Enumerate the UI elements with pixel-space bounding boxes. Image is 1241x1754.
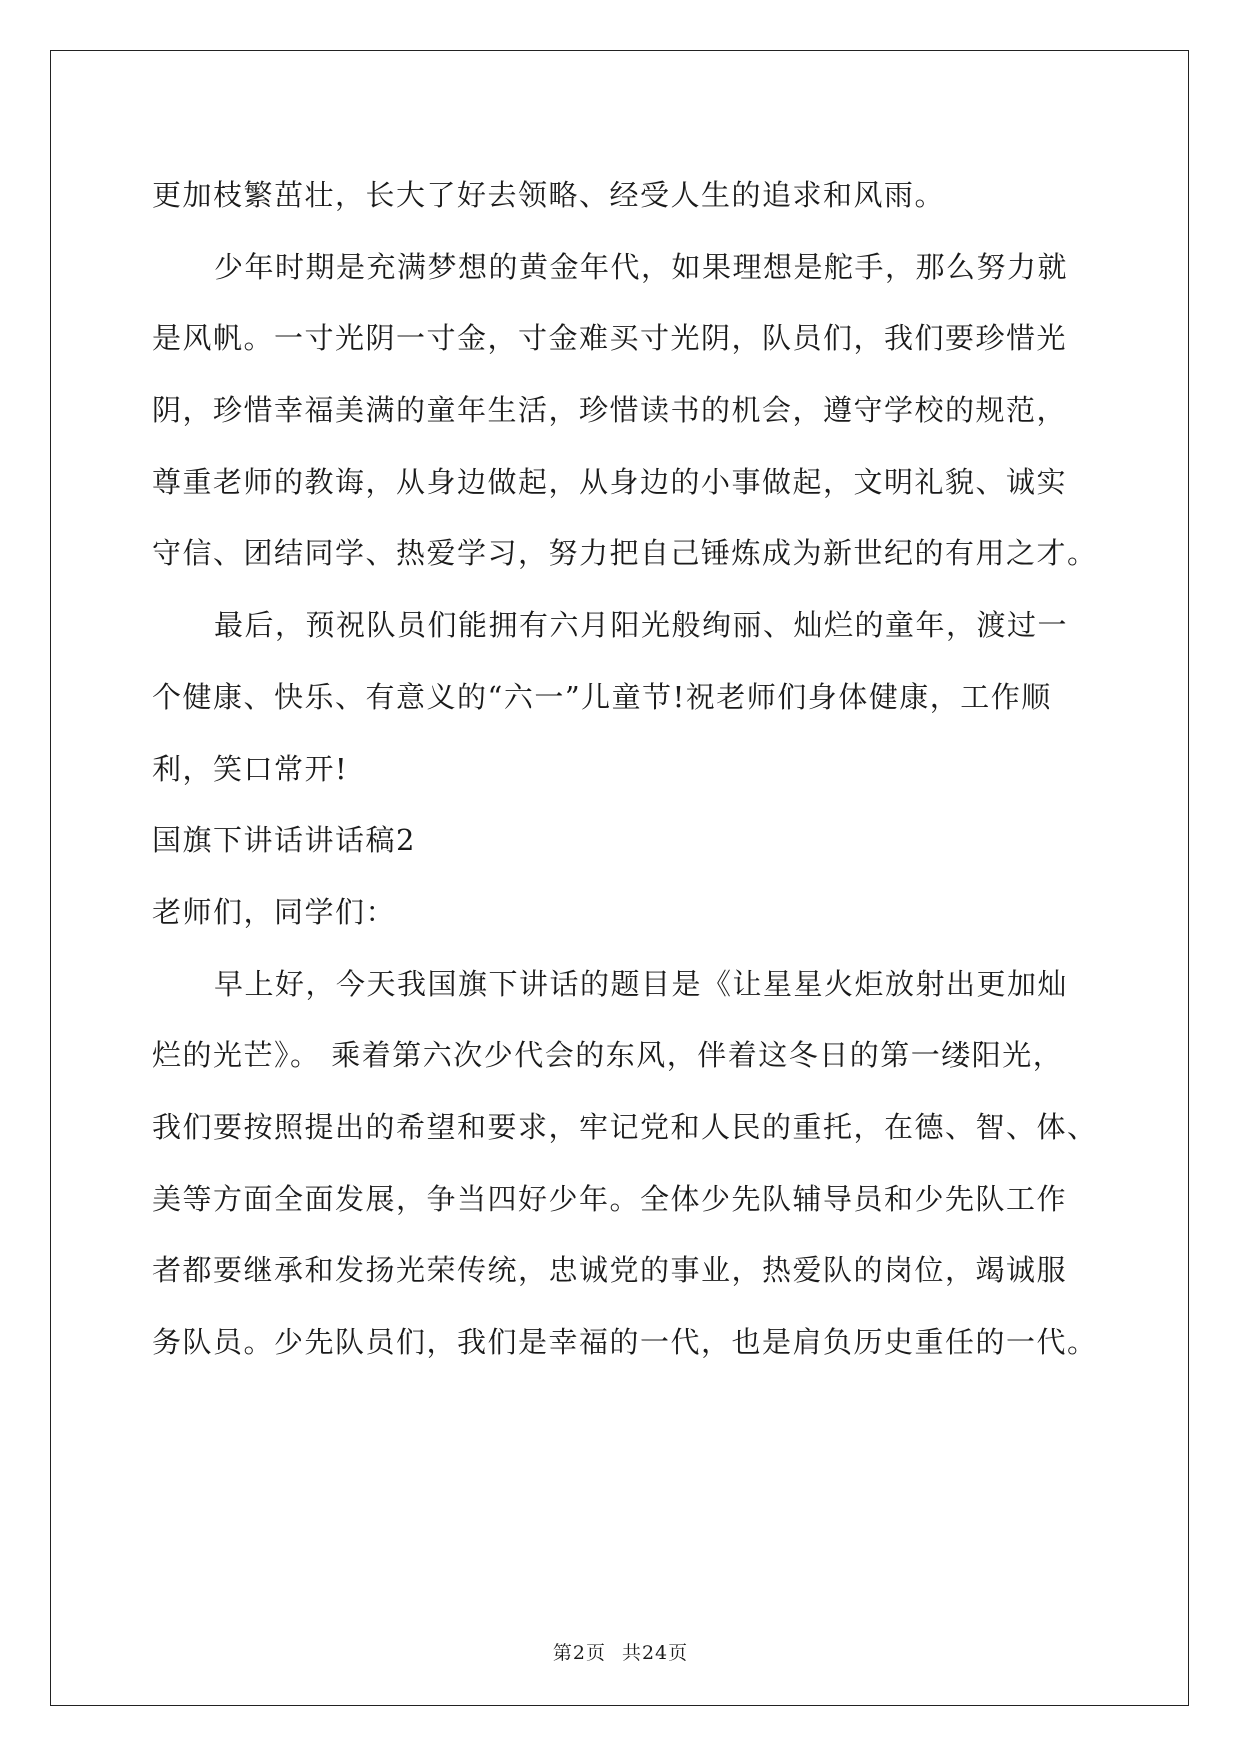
page-footer: [0, 1638, 1241, 1665]
document-body: [152, 160, 1102, 1379]
paragraph-line: 更加枝繁茁壮，长大了好去领略、经受人生的追求和风雨。: [152, 178, 946, 212]
page-total: 共24页: [621, 1642, 689, 1664]
paragraph-line: 少年时期是充满梦想的黄金年代，如果理想是舵手，那么努力就: [214, 249, 1069, 284]
paragraph-line: 是风帆。一寸光阴一寸金，寸金难买寸光阴，队员们，我们要珍惜光: [152, 321, 1068, 356]
paragraph-line: 阴，珍惜幸福美满的童年生活，珍惜读书的机会，遵守学校的规范，: [152, 393, 1068, 428]
paragraph-line: 守信、团结同学、热爱学习，努力把自己锤炼成为新世纪的有用之才。: [152, 536, 1098, 571]
page-number: 第2页: [552, 1642, 606, 1664]
paragraph-line: 早上好，今天我国旗下讲话的题目是《让星星火炬放射出更加灿: [214, 966, 1069, 1001]
paragraph-line: 我们要按照提出的希望和要求，牢记党和人民的重托，在德、智、体、: [152, 1109, 1098, 1144]
paragraph-line: 烂的光芒》。 乘着第六次少代会的东风，伴着这冬日的第一缕阳光，: [152, 1038, 1064, 1073]
paragraph-line: 个健康、快乐、有意义的“六一”儿童节!祝老师们身体健康，工作顺: [152, 679, 1052, 714]
paragraph-line: 者都要继承和发扬光荣传统，忠诚党的事业，热爱队的岗位，竭诚服: [152, 1253, 1068, 1288]
salutation: 老师们，同学们：: [152, 894, 397, 929]
paragraph-line: 利，笑口常开!: [152, 751, 349, 786]
paragraph-line: 美等方面全面发展，争当四好少年。全体少先队辅导员和少先队工作: [152, 1181, 1068, 1216]
paragraph-line: 务队员。少先队员们，我们是幸福的一代，也是肩负历史重任的一代。: [152, 1325, 1098, 1359]
section-heading: 国旗下讲话讲话稿2: [152, 823, 416, 858]
paragraph-line: 尊重老师的教诲，从身边做起，从身边的小事做起，文明礼貌、诚实: [152, 464, 1068, 499]
paragraph-line: 最后，预祝队员们能拥有六月阳光般绚丽、灿烂的童年，渡过一: [214, 608, 1069, 643]
